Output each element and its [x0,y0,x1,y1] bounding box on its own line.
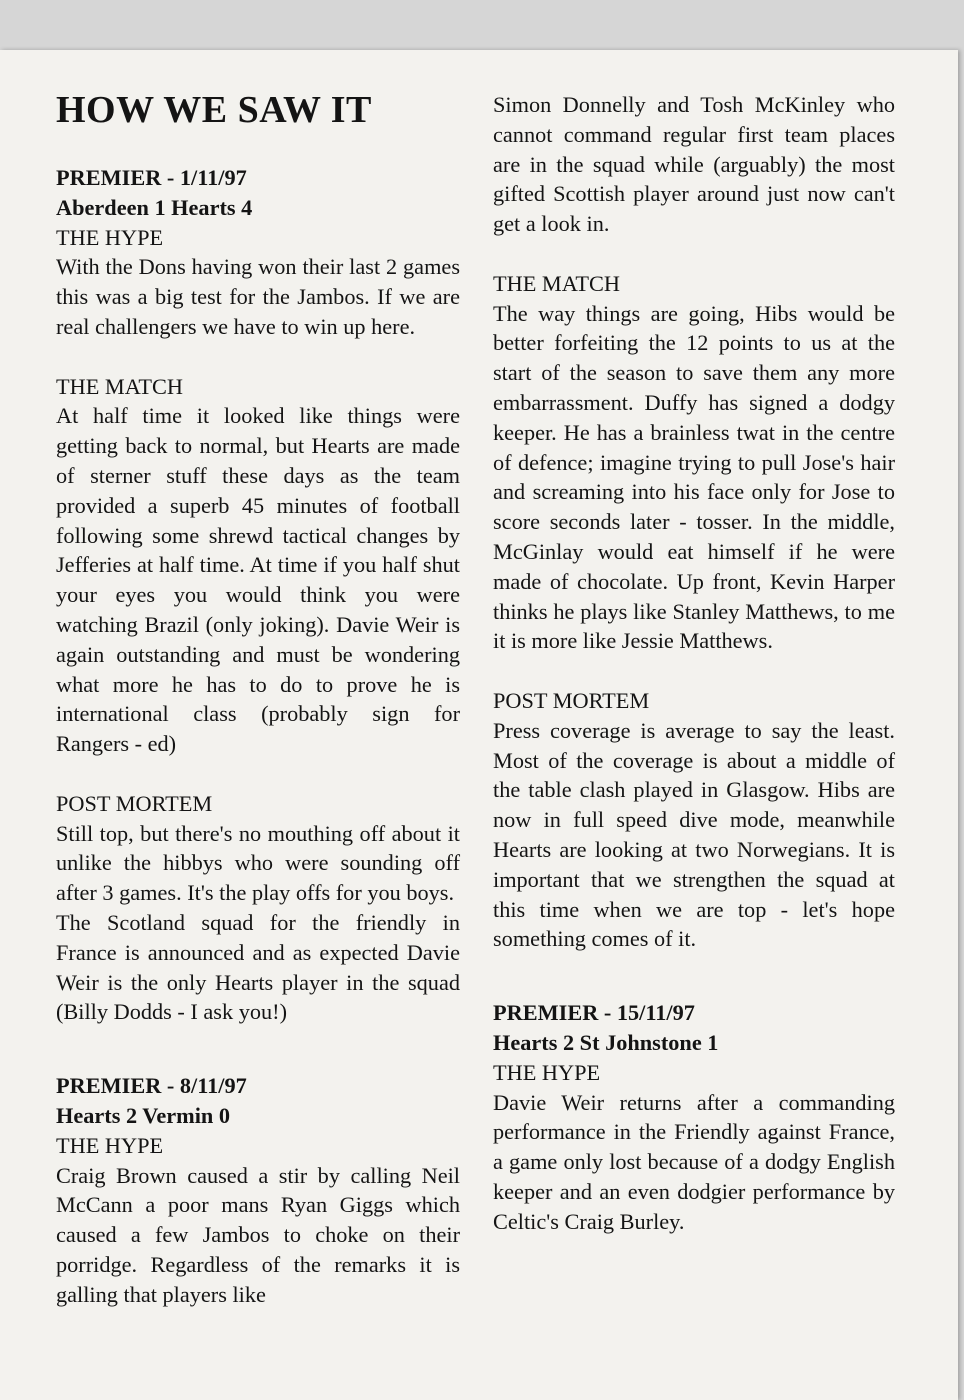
match-2-hype-text: Craig Brown caused a stir by calling Neil McCann a poor mans Ryan Giggs which caused a few Jambos to choke on their porridge. Regardless of the remarks it is galling that players like [56,1162,460,1307]
match-1-fixture: Aberdeen 1 Hearts 4 [56,194,253,220]
match-1-match-heading: THE MATCH [56,373,183,399]
match-report-2-continued [493,90,895,954]
match-report-2 [56,1071,460,1309]
match-2-match-heading: THE MATCH [493,270,620,296]
left-column [56,90,460,1309]
match-1-post-mortem-text: Still top, but there's no mouthing off about it unlike the hibbys who were sounding off after 3 games. It's the play offs for you boys. [56,820,460,906]
match-1-post-mortem-heading: POST MORTEM [56,790,213,816]
magazine-page [0,50,958,1400]
match-1-hype-heading: THE HYPE [56,224,164,250]
match-report-3 [493,998,895,1236]
match-3-hype-heading: THE HYPE [493,1059,601,1085]
match-2-league-date: PREMIER - 8/11/97 [56,1073,247,1099]
page-title: HOW WE SAW IT [56,89,372,131]
match-3-hype-text: Davie Weir returns after a commanding performance in the Friendly against France, a game only lost because of a dodgy English keeper and an even dodgier performance by Celtic's Craig Burley. [493,1089,895,1234]
match-3-league-date: PREMIER - 15/11/97 [493,1000,695,1026]
right-column [493,90,895,1236]
match-2-post-mortem-heading: POST MORTEM [493,687,650,713]
match-2-hype-heading: THE HYPE [56,1132,164,1158]
match-3-fixture: Hearts 2 St Johnstone 1 [493,1029,719,1055]
match-1-post-mortem-text-2: The Scotland squad for the friendly in France is announced and as expected Davie Weir is the only Hearts player in the squad (Billy Dodds - I ask you!) [56,909,460,1025]
match-1-hype-text: With the Dons having won their last 2 games this was a big test for the Jambos. If we are real challengers we have to win up here. [56,254,460,339]
match-2-hype-text-continued: Simon Donnelly and Tosh McKinley who cannot command regular first team places are in the squad while (arguably) the most gifted Scottish player around just now can't get a look in. [493,92,895,237]
match-report-1 [56,163,460,1027]
match-1-league-date: PREMIER - 1/11/97 [56,165,247,190]
match-2-fixture: Hearts 2 Vermin 0 [56,1102,231,1128]
match-2-match-text: The way things are going, Hibs would be better forfeiting the 12 points to us at the start of the season to save them any more embarrassment. Duffy has signed a dodgy keeper. He has a brainless twat in the centre of defence; imagine trying to pull Jose's hair and screaming into his face only for Jose to score seconds later - tosser. In the middle, McGinlay would eat himself if he were made of chocolate. Up front, Kevin Harper thinks he plays like Stanley Matthews, to me it is more like Jessie Matthews. [493,300,895,654]
match-2-post-mortem-text: Press coverage is average to say the least. Most of the coverage is about a middle of the table clash played in Glasgow. Hibs are now in full speed dive mode, meanwhile Hearts are looking at two Norwegians. It is important that we strengthen the squad at this time when we are top - let's hope something comes of it. [493,717,895,952]
match-1-match-text: At half time it looked like things were getting back to normal, but Hearts are made of sterner stuff these days as the team provided a superb 45 minutes of football following some shrewd tactical changes by Jefferies at half time. At time if you half shut your eyes you would think you were watching Brazil (only joking). Davie Weir is again outstanding and must be wondering what more he has to do to prove he is international class (probably sign for Rangers - ed) [56,403,460,757]
